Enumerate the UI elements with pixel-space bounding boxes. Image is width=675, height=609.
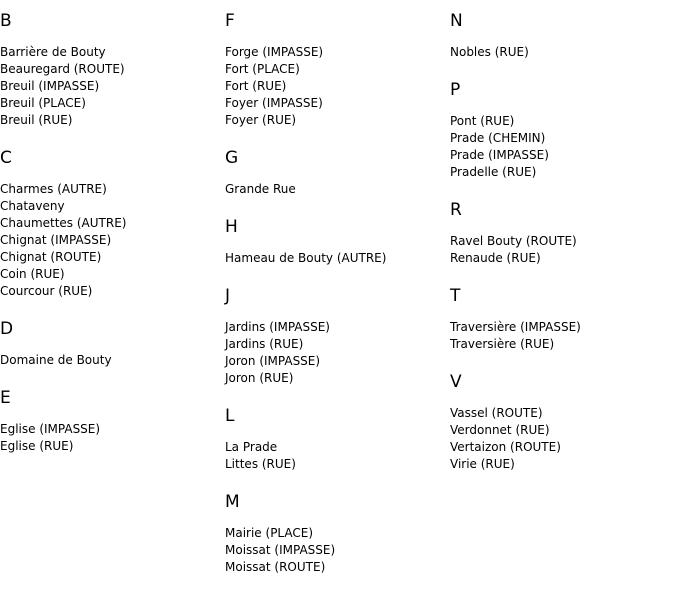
letter-heading: V [450, 372, 462, 392]
street-name: Barrière de Bouty [0, 45, 106, 59]
street-name: Foyer (RUE) [225, 113, 297, 127]
letter-heading: L [225, 406, 235, 426]
street-name: Jardins (IMPASSE) [225, 320, 330, 334]
street-name: Joron (RUE) [225, 371, 294, 385]
letter-heading: R [450, 200, 462, 220]
letter-group [0, 147, 225, 300]
street-name: Mairie (PLACE) [225, 526, 314, 540]
letter-heading: G [225, 148, 239, 168]
letter-heading: D [0, 319, 14, 339]
street-name: Traversière (RUE) [450, 337, 555, 351]
street-list [225, 525, 450, 576]
letter-heading: J [225, 286, 231, 306]
street-name: Forge (IMPASSE) [225, 45, 324, 59]
street-name: Foyer (IMPASSE) [225, 96, 323, 110]
street-list [0, 181, 225, 300]
street-name: Breuil (RUE) [0, 113, 73, 127]
letter-heading: P [450, 80, 461, 100]
street-name: Chignat (ROUTE) [0, 250, 102, 264]
street-name: Pradelle (RUE) [450, 165, 537, 179]
letter-group [225, 491, 450, 576]
street-name: Verdonnet (RUE) [450, 423, 550, 437]
letter-group [225, 405, 450, 473]
street-name: Vassel (ROUTE) [450, 406, 543, 420]
letter-group [225, 285, 450, 387]
street-name: Charmes (AUTRE) [0, 182, 107, 196]
letter-group [0, 387, 225, 455]
street-list [225, 319, 450, 387]
street-list [0, 421, 225, 455]
street-name: Eglise (RUE) [0, 439, 74, 453]
street-list [225, 181, 450, 198]
street-name: Moissat (IMPASSE) [225, 543, 336, 557]
street-name: Virie (RUE) [450, 457, 515, 471]
street-name: La Prade [225, 440, 278, 454]
street-list [225, 250, 450, 267]
street-name: Grande Rue [225, 182, 296, 196]
street-name: Joron (IMPASSE) [225, 354, 321, 368]
letter-group [225, 216, 450, 267]
letter-group [450, 79, 675, 181]
street-name: Vertaizon (ROUTE) [450, 440, 561, 454]
street-name: Jardins (RUE) [225, 337, 304, 351]
street-name: Fort (PLACE) [225, 62, 300, 76]
street-name: Courcour (RUE) [0, 284, 93, 298]
street-name: Prade (IMPASSE) [450, 148, 549, 162]
street-name: Pont (RUE) [450, 114, 515, 128]
letter-heading: E [0, 388, 11, 408]
letter-heading: C [0, 148, 12, 168]
letter-group [0, 10, 225, 129]
street-name: Littes (RUE) [225, 457, 296, 471]
letter-group [450, 285, 675, 353]
letter-heading: T [450, 286, 461, 306]
street-list [450, 44, 675, 61]
street-name: Chaumettes (AUTRE) [0, 216, 127, 230]
letter-group [225, 147, 450, 198]
letter-heading: F [225, 11, 235, 31]
street-name: Hameau de Bouty (AUTRE) [225, 251, 387, 265]
street-name: Domaine de Bouty [0, 353, 112, 367]
street-index-column-2 [225, 10, 450, 594]
street-list [0, 352, 225, 369]
street-index-column-3 [450, 10, 675, 491]
street-list [450, 113, 675, 181]
street-name: Fort (RUE) [225, 79, 287, 93]
street-list [450, 319, 675, 353]
letter-group [225, 10, 450, 129]
letter-heading: B [0, 11, 12, 31]
street-name: Renaude (RUE) [450, 251, 541, 265]
street-list [225, 439, 450, 473]
street-name: Chignat (IMPASSE) [0, 233, 112, 247]
street-name: Coin (RUE) [0, 267, 65, 281]
street-name: Beauregard (ROUTE) [0, 62, 125, 76]
street-name: Breuil (PLACE) [0, 96, 86, 110]
street-index-column-1 [0, 10, 225, 473]
street-name: Breuil (IMPASSE) [0, 79, 100, 93]
letter-heading: H [225, 217, 238, 237]
letter-group [450, 10, 675, 61]
letter-group [0, 318, 225, 369]
letter-group [450, 371, 675, 473]
street-name: Eglise (IMPASSE) [0, 422, 101, 436]
letter-heading: M [225, 492, 240, 512]
street-list [0, 44, 225, 129]
street-name: Nobles (RUE) [450, 45, 529, 59]
street-name: Moissat (ROUTE) [225, 560, 326, 574]
street-name: Prade (CHEMIN) [450, 131, 546, 145]
letter-heading: N [450, 11, 463, 31]
street-list [450, 233, 675, 267]
street-list [450, 405, 675, 473]
letter-group [450, 199, 675, 267]
street-name: Traversière (IMPASSE) [450, 320, 581, 334]
street-name: Chataveny [0, 199, 65, 213]
street-name: Ravel Bouty (ROUTE) [450, 234, 577, 248]
street-list [225, 44, 450, 129]
